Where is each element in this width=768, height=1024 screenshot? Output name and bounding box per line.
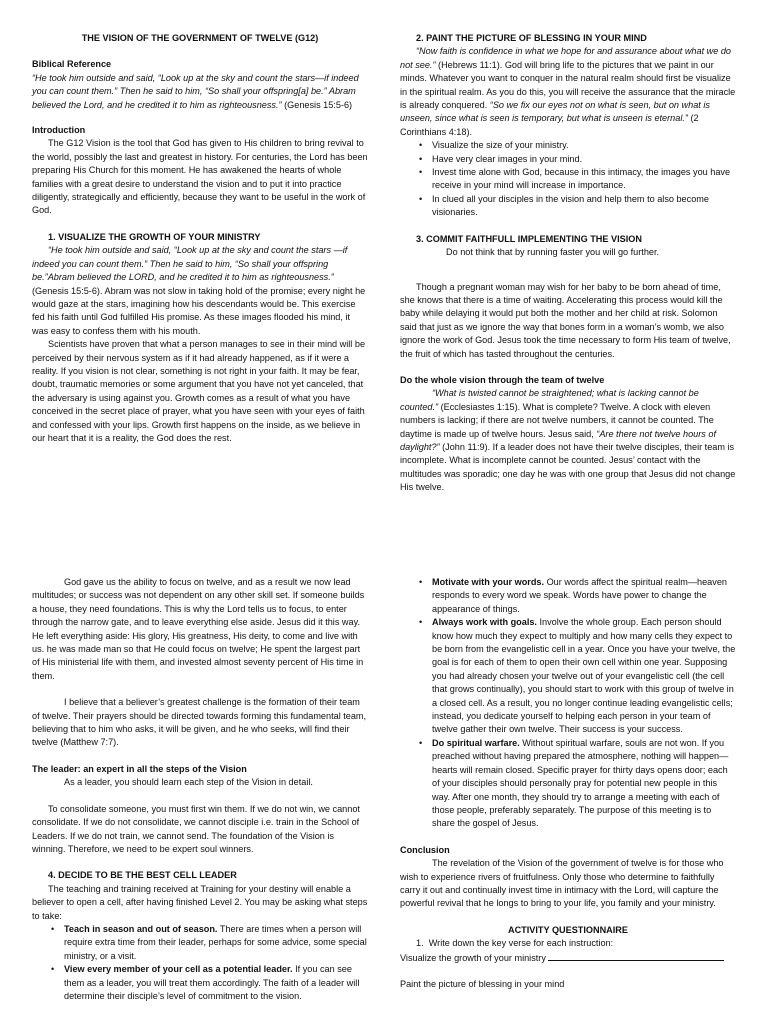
biblical-reference-text [32,72,368,112]
page2-bullet-list [400,576,736,831]
document-title: THE VISION OF THE GOVERNMENT OF TWELVE (G12) [81,33,319,43]
question-1-line-1-label: Visualize the growth of your ministry [400,952,549,963]
section-3-subtitle: Do not think that by running faster you will go further. [446,247,660,258]
list-item [32,923,368,963]
leader-heading: The leader: an expert in all the steps of the Vision [32,763,247,774]
section-2-paragraph [400,45,736,139]
section-4-text: The teaching and training received at Training for your destiny will enable a believer to open a cell, after having finished Level 2. You may be asking what steps to take: [32,883,368,921]
bullet-icon: • [419,167,423,178]
section-4-heading: 4. DECIDE TO BE THE BEST CELL LEADER [48,870,237,881]
section-1-quote: “He took him outside and said, “Look up at the sky and count the stars —if indeed you can count them.” Then he said to him, “So shall your offspring be.”Abram believed the LORD, and he credited it to him as righteousness.” [32,245,348,283]
page2-right-column [400,576,736,1024]
biblical-reference-heading: Biblical Reference [32,59,112,70]
page2-paragraph-2: I believe that a believer’s greatest challenge is the formation of their team of twelve. Their prayers should be directed towards forming this fundamental team, believing that to him who asks, it will be given, and he who seeks, will find their twelve (Matthew 7:7). [32,697,367,748]
bullet-icon: • [51,964,55,975]
list-item-text: Invest time alone with God, because in this intimacy, the images you have receive in your mind will increase in importance. [432,167,731,191]
section-1-text: (Genesis 15:5-6). Abram was not slow in taking hold of the promise; every night he would gaze at the stars, imagining how his descendants would be. This exercise fed his faith until God fulfilled His promise. As these images flooded his mind, it was easy to confess them with his mouth. [32,285,366,336]
section-2-text-2: (2 Corinthians 4:18). [400,113,699,137]
page2-paragraph-3: To consolidate someone, you must first win them. If we do not win, we cannot consolidate. If we do not consolidate, we cannot disciple i.e. train in the School of Leaders. If we do not train, we cannot send. The foundation of the Vision is winning. Therefore, we need to be expert soul winners. [32,803,360,854]
question-1-line-1 [400,951,736,965]
section-1-paragraph [32,244,368,338]
list-item [400,576,736,616]
list-item-bold: View every member of your cell as a potential leader. [64,964,293,975]
list-item [400,153,736,166]
question-1-line-2: Paint the picture of blessing in your mind [400,978,565,989]
list-item [400,193,736,220]
section-2-text-1: (Hebrews 11:1). God will bring life to the pictures that we paint in our minds. Whatever you want to conquer in the natural realm should first be visualize in the spiritual realm. As you do this, you will receive the assurance that the miracle is already conquered. [400,59,736,111]
section-2-heading: 2. PAINT THE PICTURE OF BLESSING IN YOUR MIND [416,33,647,43]
answer-blank[interactable] [548,951,724,961]
bullet-icon: • [419,153,423,164]
list-item-text: Have very clear images in your mind. [432,153,583,164]
list-item-text: Without spiritual warfare, souls are not won. If you preached without having prepared the atmosphere, nothing will happen—hearts will remain closed. Specific prayer for thirty days opens door; each of your disciples should personally pray for potential new people in this way. After one month, they should try to arrange a meeting with each of those people, preferably separately. The purpose of this meeting is to share the gospel of Jesus. [432,737,729,829]
introduction-text: The G12 Vision is the tool that God has given to His children to bring revival to the world, possibly the last and greatest in history. For centuries, the Lord has been preparing His Church for this moment. He has awakened the hearts of whole families with a great desire to understand the vision and to put it into practice diligently, strategically and efficiently, because they want to be useful in the work of God. [32,138,368,216]
page1-left-column [32,32,368,445]
whole-vision-quote-1: “What is twisted cannot be straightened; what is lacking cannot be counted.” [400,388,699,412]
list-item [400,737,736,831]
section-1-paragraph-2: Scientists have proven that what a person manages to see in their mind will be perceived by their nervous system as if it had already happened, as if it were a reality. If you vision is not clear, something is not right in your faith. It may be fear, doubt, traumatic memories or some argument that you have not yet canceled, that the adversary is using against you. Growth comes as a result of what you have conceived in the secret place of prayer, what you have seen with your eyes of faith and confessed with your lips. Growth first happens on the inside, as we believe in our heart that it is a reality, the God does the rest. [32,339,366,443]
page2-left-column [32,576,368,1024]
section-3-paragraph: Though a pregnant woman may wish for her baby to be born ahead of time, she knows that there is a time of waiting. Accelerating this process would kill the baby while delaying it would put both the mother and her child at risk. Solomon said that just as we ignore the way that bones form in a woman’s womb, we also ignore the work of God. Jesus took the time necessary to form His team of twelve, the fruit of which has tasted throughout the centuries. [400,281,731,359]
page1-right-column [400,32,736,495]
list-item-text: Involve the whole group. Each person should know how much they expect to multiply and how many cells they expect to be born from the evangelistic cell in a year. Once you have your twelve, the goal is for each of them to open their own cell within one year. Supposing you had already chosen your twelve out of your evangelistic cell (the cell that grows continually), you should start to work with this group of twelve in a closed cell. As a result, you no longer continue leading evangelistic cells; instead, you dedicate yourself to helping each person in your team of twelve gather their own twelve. Their success is your success. [432,617,736,735]
list-item [32,963,368,1003]
section-2-quote-1: “Now faith is confidence in what we hope for and assurance about what we do not see.” [400,46,731,70]
question-1 [400,937,736,950]
page2-paragraph-1: God gave us the ability to focus on twelve, and as a result we now lead multitudes; or success was not dependent on any other skill set. If someone builds a house, they need foundations. This is why the Lord tells us to focus, to enter through the narrow gate, and to leave everything else aside. Jesus did it this way. He left everything aside: His glory, His greatness, His deity, to come and live with us. he was made man so that He could focus on twelve; He spent the largest part of His ministerial life with them, and invested almost seventy percent of His time in them. [32,577,365,681]
biblical-reference-quote: “He took him outside and said, “Look up at the sky and count the stars—if indeed you can count them.” Then he said to him, “So shall your offspring[a] be.” Abram believed the Lord, and he credited it to him as righteousness.” [32,72,359,110]
bullet-icon: • [419,140,423,151]
bullet-icon: • [419,577,423,587]
leader-subtitle: As a leader, you should learn each step of the Vision in detail. [64,777,313,788]
whole-vision-text-2: (John 11:9). If a leader does not have their twelve disciples, their team is incomplete. What is incomplete cannot be counted. Jesus’ contact with the multitudes was sporadic; one day he was with one group that Jesus did not change His twelve. [400,441,736,493]
list-item [400,166,736,193]
list-item-text: If you can see them as a leader, you will treat them accordingly. The faith of a leader will determine their disciple’s level of commitment to the vision. [64,964,360,1001]
questionnaire-heading: ACTIVITY QUESTIONNAIRE [508,924,628,935]
introduction-heading: Introduction [32,125,86,136]
list-item-text: Our words affect the spiritual realm—heaven responds to every word we speak. Words have power to change the appearance of things. [432,577,727,614]
whole-vision-text-1: (Ecclesiastes 1:15). What is complete? Twelve. A clock with eleven numbers is lacking; if there are not twelve numbers, it cannot be counted. The daytime is made up of twelve hours. Jesus said, [400,401,714,439]
list-item-bold: Always work with goals. [432,617,537,628]
list-item-text: Visualize the size of your ministry. [432,140,569,151]
bullet-icon: • [51,923,55,934]
list-item-bold: Do spiritual warfare. [432,737,520,748]
list-item [400,139,736,152]
list-item-bold: Teach in season and out of season. [64,923,218,934]
question-1-text: Write down the key verse for each instruction: [428,938,614,949]
question-1-number: 1. [416,938,424,949]
section-4-bullet-list [32,923,368,1003]
section-3-heading: 3. COMMIT FAITHFULL IMPLEMENTING THE VISION [416,233,642,244]
section-2-bullet-list [400,139,736,219]
bullet-icon: • [419,737,423,748]
biblical-reference-citation: (Genesis 15:5-6) [281,99,353,110]
list-item [400,616,736,737]
whole-vision-heading: Do the whole vision through the team of twelve [400,374,605,385]
bullet-icon: • [419,617,423,628]
section-1-heading: 1. VISUALIZE THE GROWTH OF YOUR MINISTRY [48,231,261,242]
list-item-bold: Motivate with your words. [432,577,545,587]
section-2-quote-2: “So we fix our eyes not on what is seen, but on what is unseen, since what is seen is temporary, but what is unseen is eternal.” [400,100,710,124]
whole-vision-quote-2: “Are there not twelve hours of daylight?” [400,428,716,452]
list-item-text: There are times when a person will require extra time from their leader, perhaps for some advice, some special ministry, or a visit. [64,923,367,961]
conclusion-text: The revelation of the Vision of the government of twelve is for those who wish to experience rivers of fruitfulness. Only those who determine to faithfully carry it out and continually invest time in intimacy with the Lord, will capture the powerful revival that he longs to bring to your life, you family and your ministry. [400,858,724,909]
list-item-text: In clued all your disciples in the vision and help them to also become visionaries. [432,193,709,218]
whole-vision-paragraph [400,387,736,494]
bullet-icon: • [419,193,423,204]
conclusion-heading: Conclusion [400,844,450,855]
